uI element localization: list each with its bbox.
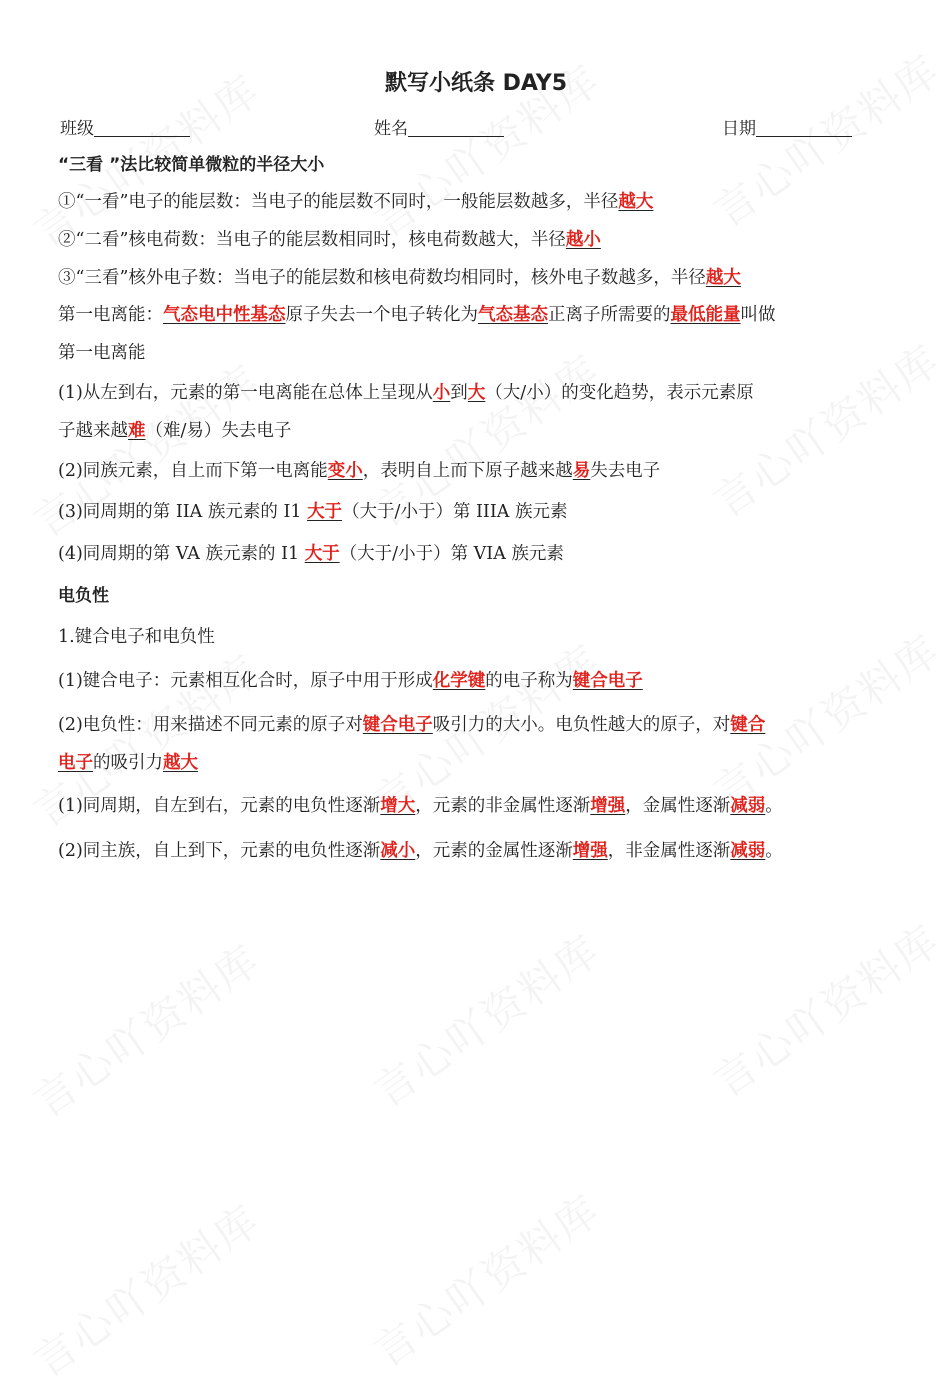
class-label: 班级: [60, 119, 94, 139]
text-run: （难/易）失去电子: [145, 421, 292, 441]
text-run: (3)同周期的第 IIA 族元素的 I1: [58, 502, 308, 522]
text-run: 失去电子: [590, 461, 661, 481]
text-run: ，表明自上而下原子越来越: [362, 461, 573, 481]
radius-item-2-text: ②“二看”核电荷数：当电子的能层数相同时，核电荷数越大，半径: [58, 230, 566, 250]
radius-item-1: [58, 188, 653, 213]
class-blank[interactable]: [94, 118, 190, 137]
answer-blank: 大: [467, 383, 486, 403]
text-run: （大/小）的变化趋势，表示元素原: [485, 383, 754, 403]
ionization-item-2: [58, 457, 660, 482]
text-run: (2)电负性：用来描述不同元素的原子对: [58, 715, 363, 735]
watermark: [360, 919, 611, 1120]
date-label: 日期: [722, 119, 756, 139]
answer-blank: 难: [128, 421, 146, 441]
text-run: ，金属性逐渐: [625, 796, 731, 816]
watermark: [20, 929, 271, 1130]
text-run: 叫做: [740, 305, 776, 325]
text-run: (1)同周期，自左到右，元素的电负性逐渐: [58, 796, 381, 816]
ionization-item-3: [58, 498, 567, 523]
section-heading-radius: “三看 ”法比较简单微粒的半径大小: [58, 155, 325, 175]
answer-blank: 变小: [327, 461, 363, 481]
answer-blank: 越大: [705, 268, 741, 288]
text-run: ，元素的金属性逐渐: [415, 841, 573, 861]
watermark: [360, 1179, 611, 1380]
text-run: 。: [765, 841, 783, 861]
radius-item-3-text: ③“三看”核外电子数：当电子的能层数和核电荷数均相同时，核外电子数越多，半径: [58, 268, 706, 288]
answer-blank: 减弱: [730, 796, 766, 816]
electroneg-item-2: [58, 711, 765, 736]
answer-blank: 减小: [380, 841, 416, 861]
page-title: 默写小纸条 DAY5: [384, 71, 568, 96]
answer-blank: 气态电中性基态: [163, 305, 286, 325]
class-field: [60, 114, 190, 139]
student-info-row: [60, 114, 900, 142]
radius-item-3: [58, 264, 741, 289]
ionization-item-1-cont: [58, 417, 291, 442]
answer-blank: 越大: [163, 753, 198, 773]
text-run: (1)从左到右，元素的第一电离能在总体上呈现从: [58, 383, 433, 403]
answer-blank: 越小: [565, 230, 601, 250]
electroneg-subheading: 1.键合电子和电负性: [58, 627, 215, 647]
answer-blank: 大于: [307, 502, 343, 522]
date-blank[interactable]: [756, 118, 852, 137]
electroneg-item-1: [58, 667, 643, 692]
text-run: (2)同主族，自上到下，元素的电负性逐渐: [58, 841, 381, 861]
name-blank[interactable]: [408, 118, 504, 137]
text-run: 原子失去一个电子转化为: [285, 305, 478, 325]
answer-blank: 电子: [58, 753, 93, 773]
date-field: [722, 114, 852, 139]
text-run: （大于/小于）第 IIIA 族元素: [342, 502, 568, 522]
text-run: 正离子所需要的: [548, 305, 671, 325]
text-run: 子越来越: [58, 421, 128, 441]
text-run: (1)键合电子：元素相互化合时，原子中用于形成: [58, 671, 433, 691]
answer-blank: 增大: [380, 796, 416, 816]
electroneg-item-2-cont: [58, 749, 198, 774]
ionization-definition-cont: 第一电离能: [58, 343, 146, 363]
text-run: 吸引力的大小。电负性越大的原子，对: [432, 715, 731, 735]
answer-blank: 键合: [730, 715, 766, 735]
radius-item-2: [58, 226, 601, 251]
text-run: 到: [450, 383, 468, 403]
watermark: [700, 909, 951, 1110]
watermark: [20, 1189, 271, 1389]
text-run: 。: [765, 796, 783, 816]
text-run: (4)同周期的第 VA 族元素的 I1: [58, 544, 305, 564]
radius-item-1-text: ①“一看”电子的能层数：当电子的能层数不同时，一般能层数越多，半径: [58, 192, 619, 212]
ionization-item-4: [58, 540, 564, 565]
text-run: (2)同族元素，自上而下第一电离能: [58, 461, 328, 481]
text-run: 第一电离能：: [58, 305, 163, 325]
answer-blank: 最低能量: [670, 305, 741, 325]
answer-blank: 气态基态: [478, 305, 548, 325]
answer-blank: 键合电子: [362, 715, 433, 735]
answer-blank: 越大: [618, 192, 654, 212]
ionization-item-1: [58, 379, 754, 404]
text-run: ，非金属性逐渐: [607, 841, 731, 861]
name-label: 姓名: [374, 119, 408, 139]
text-run: （大于/小于）第 VIA 族元素: [339, 544, 564, 564]
text-run: 的电子称为: [485, 671, 573, 691]
answer-blank: 键合电子: [572, 671, 643, 691]
text-run: 的吸引力: [93, 753, 163, 773]
answer-blank: 小: [432, 383, 451, 403]
watermark: [700, 329, 951, 530]
answer-blank: 减弱: [730, 841, 766, 861]
electroneg-trend-period: [58, 792, 783, 817]
answer-blank: 化学键: [432, 671, 486, 691]
answer-blank: 易: [572, 461, 591, 481]
text-run: ，元素的非金属性逐渐: [415, 796, 591, 816]
answer-blank: 增强: [572, 841, 608, 861]
electroneg-trend-group: [58, 837, 783, 862]
answer-blank: 增强: [590, 796, 626, 816]
ionization-definition: [58, 301, 776, 326]
section-heading-electronegativity: 电负性: [58, 586, 109, 606]
answer-blank: 大于: [304, 544, 340, 564]
name-field: [374, 114, 504, 139]
